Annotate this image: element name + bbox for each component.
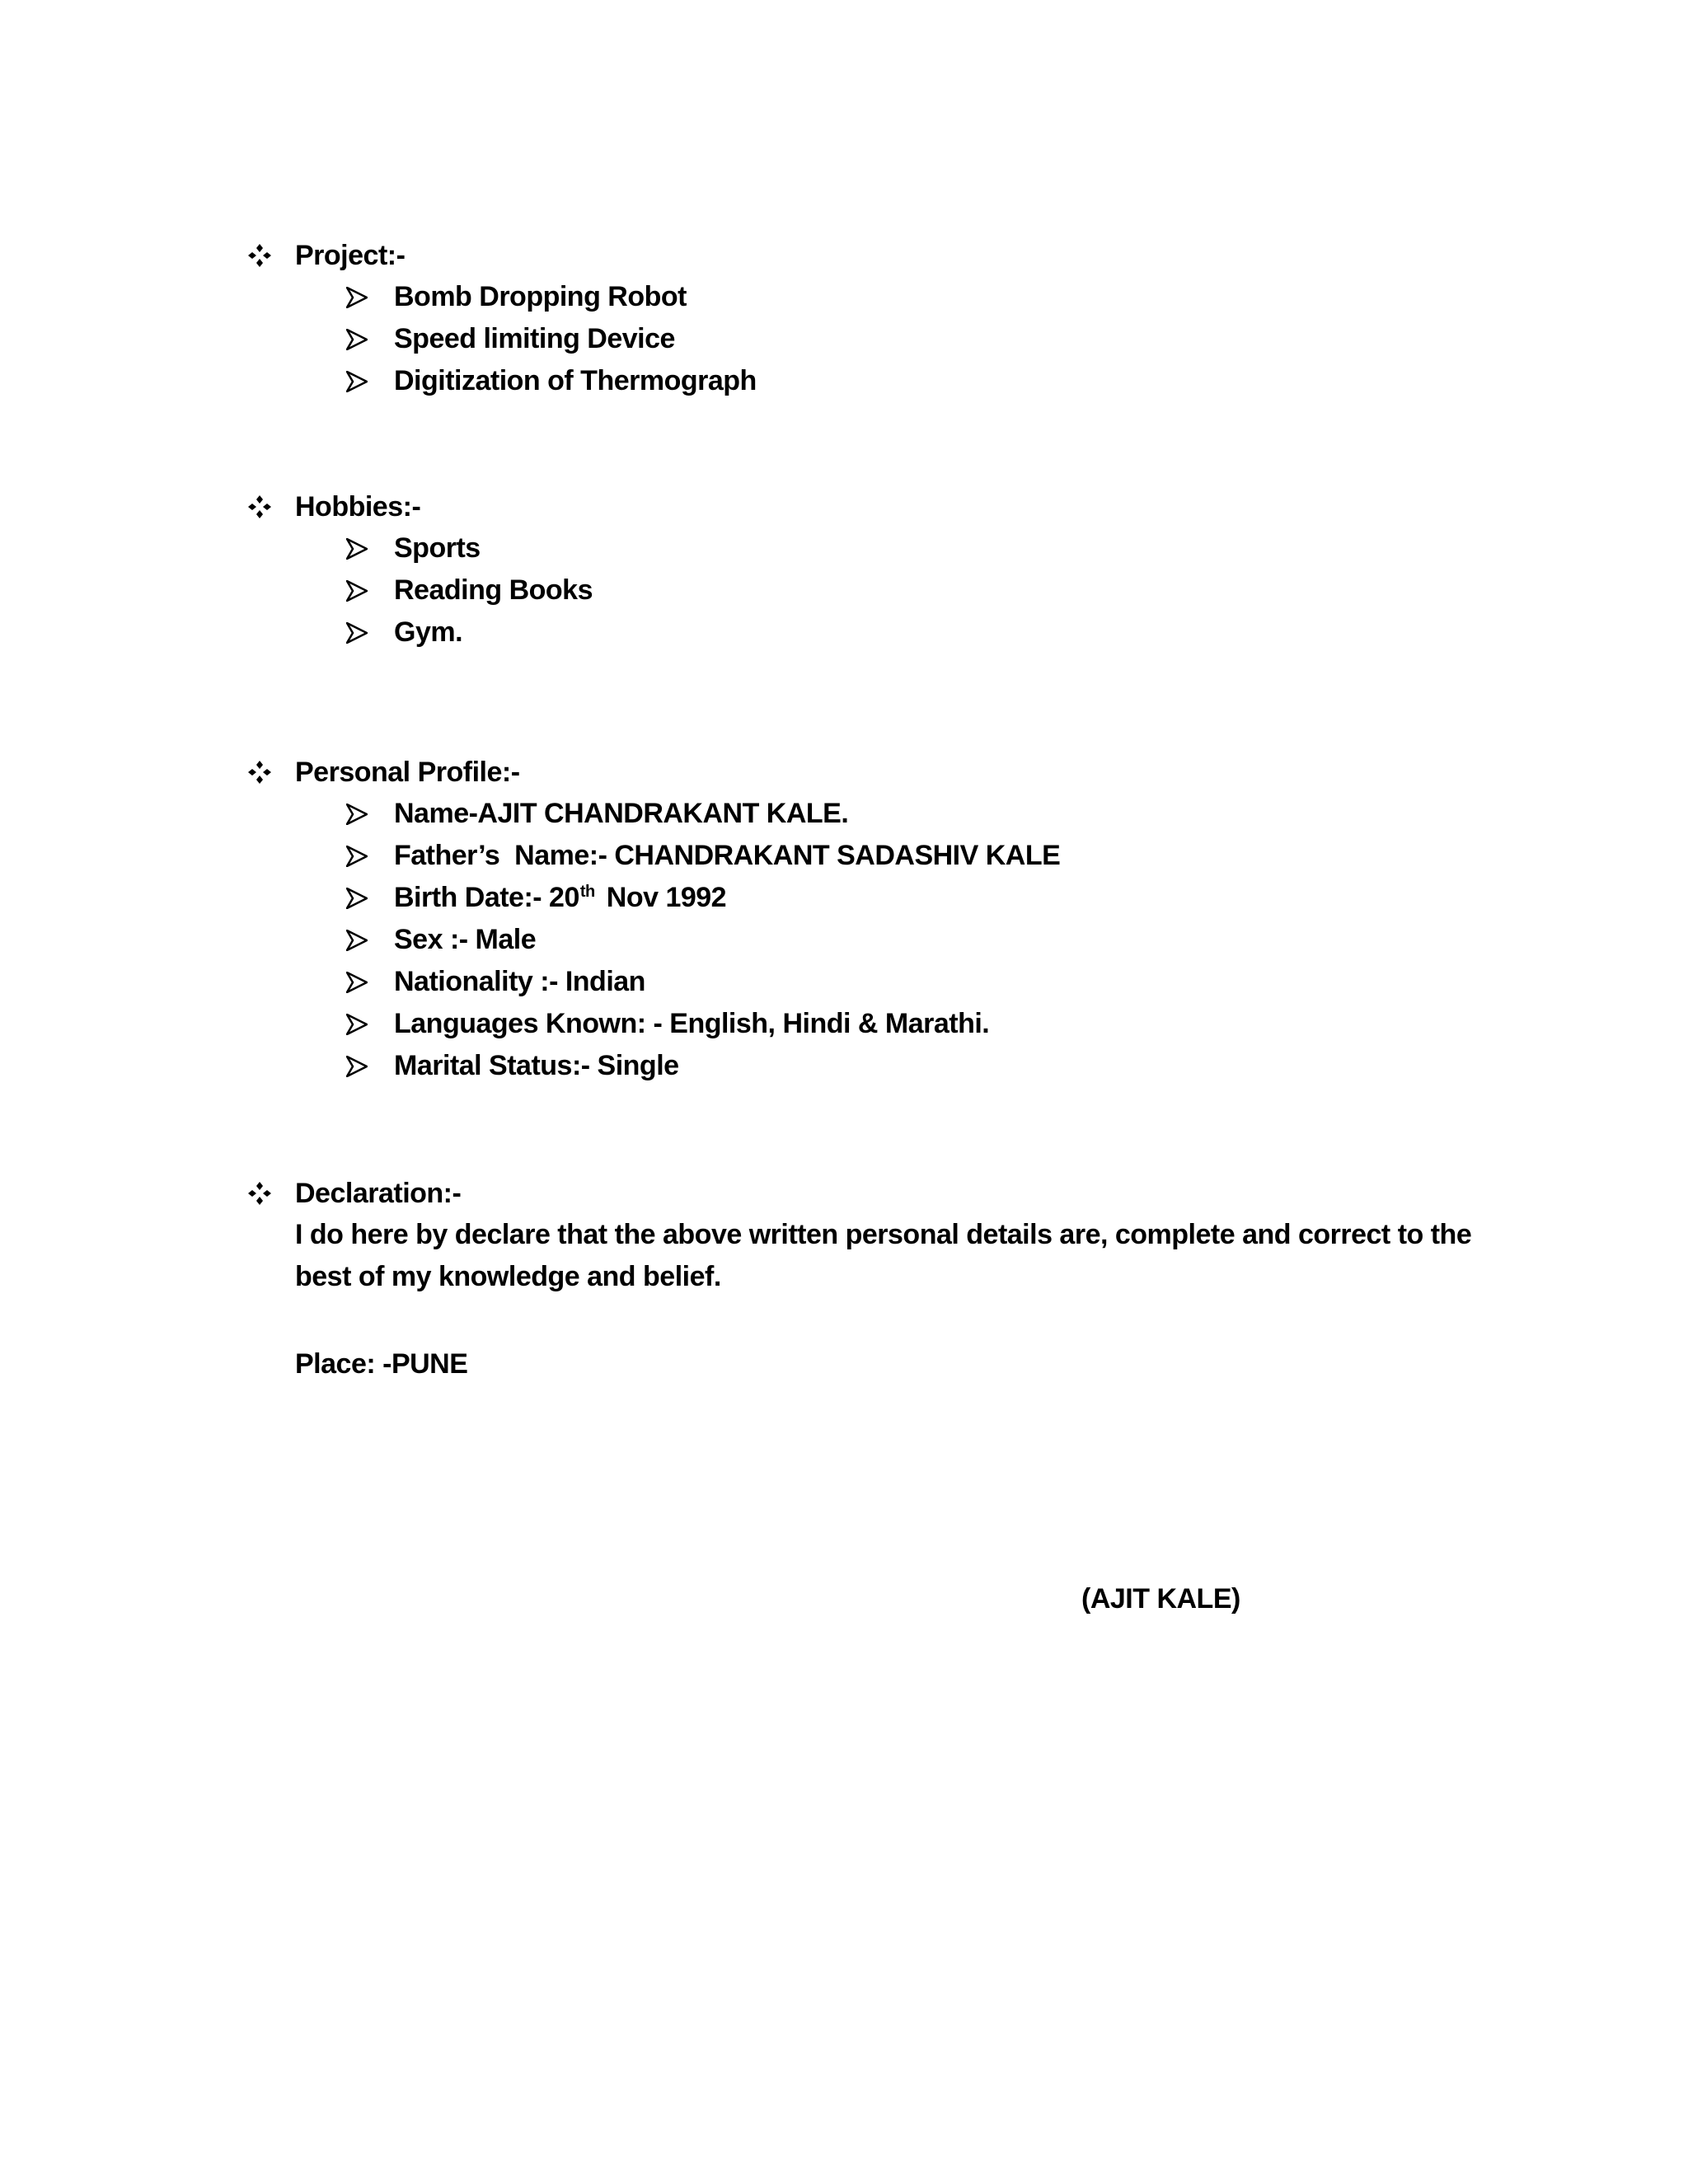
arrow-bullet-icon (346, 888, 368, 909)
father-name-text: Father’s Name:- CHANDRAKANT SADASHIV KALE (394, 840, 1061, 871)
list-item (247, 569, 1484, 612)
list-item (247, 612, 1484, 654)
list-item (247, 276, 1484, 318)
list-item-nationality (247, 961, 1484, 1003)
diamond-bullet-icon (247, 1181, 272, 1206)
list-item (247, 360, 1484, 402)
birth-date-suffix: Nov 1992 (606, 882, 727, 913)
personal-profile-list (247, 793, 1484, 1087)
list-item-text: Gym. (394, 616, 463, 648)
arrow-bullet-icon (346, 846, 368, 867)
hobbies-heading-text: Hobbies:- (295, 490, 421, 523)
birth-date-text (394, 882, 726, 914)
hobbies-section (247, 486, 1484, 654)
list-item-languages (247, 1003, 1484, 1045)
diamond-bullet-icon (247, 243, 272, 268)
list-item-text: Sports (394, 532, 481, 564)
list-item-text: Bomb Dropping Robot (394, 281, 687, 312)
birth-date-ordinal: th (579, 882, 595, 901)
marital-status-text: Marital Status:- Single (394, 1050, 679, 1081)
arrow-bullet-icon (346, 622, 368, 644)
list-item (247, 527, 1484, 569)
arrow-bullet-icon (346, 930, 368, 951)
place-text: Place: -PUNE (295, 1348, 468, 1380)
arrow-bullet-icon (346, 1014, 368, 1035)
declaration-section (247, 1173, 1484, 1214)
arrow-bullet-icon (346, 804, 368, 825)
list-item-text: Digitization of Thermograph (394, 365, 757, 396)
list-item-text: Reading Books (394, 574, 593, 606)
declaration-text: I do here by declare that the above written personal details are, complete and correct to the best of my knowledge and belief. (295, 1219, 1472, 1292)
arrow-bullet-icon (346, 580, 368, 602)
arrow-bullet-icon (346, 329, 368, 350)
birth-date-prefix: Birth Date:- 20 (394, 882, 579, 913)
project-section (247, 235, 1484, 402)
arrow-bullet-icon (346, 371, 368, 392)
list-item-text: Speed limiting Device (394, 323, 675, 354)
arrow-bullet-icon (346, 1056, 368, 1077)
list-item-name (247, 793, 1484, 835)
diamond-bullet-icon (247, 494, 272, 519)
list-item-birth-date (247, 877, 1484, 919)
nationality-text: Nationality :- Indian (394, 966, 645, 997)
project-heading-text: Project:- (295, 239, 406, 271)
list-item-father-name (247, 835, 1484, 877)
project-list (247, 276, 1484, 402)
list-item-marital-status (247, 1045, 1484, 1087)
declaration-heading-text: Declaration:- (295, 1177, 462, 1209)
arrow-bullet-icon (346, 287, 368, 308)
diamond-bullet-icon (247, 760, 272, 785)
languages-text: Languages Known: - English, Hindi & Marathi. (394, 1008, 990, 1039)
personal-profile-heading (247, 752, 1484, 793)
hobbies-heading (247, 486, 1484, 527)
hobbies-list (247, 527, 1484, 654)
personal-profile-section (247, 752, 1484, 1087)
sex-text: Sex :- Male (394, 924, 537, 955)
arrow-bullet-icon (346, 972, 368, 993)
list-item (247, 318, 1484, 360)
name-text: Name-AJIT CHANDRAKANT KALE. (394, 798, 849, 829)
list-item-sex (247, 919, 1484, 961)
personal-profile-heading-text: Personal Profile:- (295, 756, 520, 788)
arrow-bullet-icon (346, 538, 368, 560)
signature-name: (AJIT KALE) (1081, 1583, 1240, 1615)
declaration-heading (247, 1173, 1484, 1214)
project-heading (247, 235, 1484, 276)
